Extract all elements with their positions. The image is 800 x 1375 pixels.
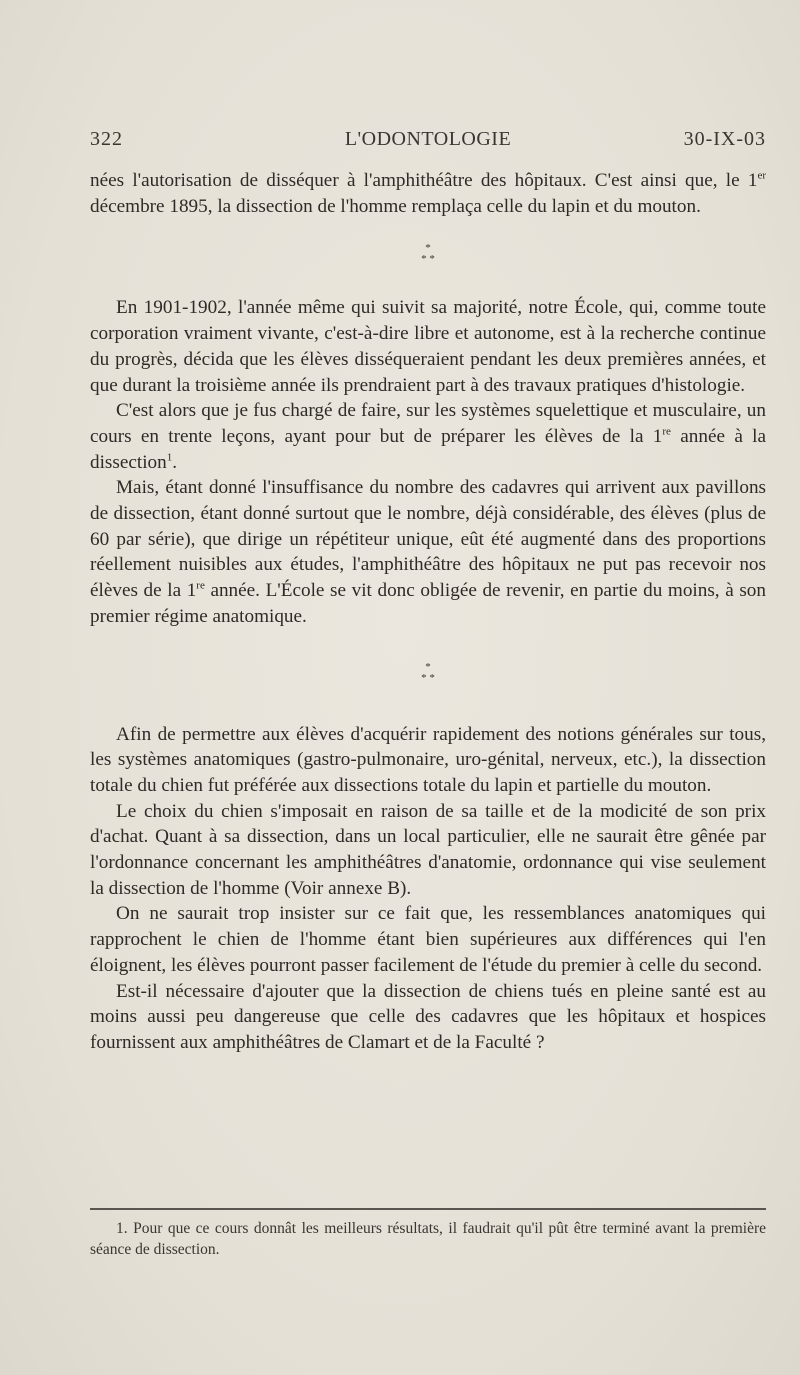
body-text <box>90 168 766 1056</box>
paragraph-1: nées l'autorisation de disséquer à l'amphithéâtre des hôpitaux. C'est ainsi que, le 1er décembre 1895, la dissection de l'homme remplaça celle du lapin et du mouton. <box>90 169 766 217</box>
running-header <box>90 128 766 158</box>
asterism: * * * <box>421 242 435 266</box>
paragraph-2: En 1901-1902, l'année même qui suivit sa majorité, notre École, qui, comme toute corporation vraiment vivante, c'est-à-dire libre et autonome, est à la recherche continue du progrès, décida que les élèves disséqueraient pendant les deux premières années, et que durant la troisième année ils prendraient part à des travaux pratiques d'histologie. <box>90 297 766 396</box>
paragraph-6: Le choix du chien s'imposait en raison de sa taille et de la modicité de son prix d'achat. Quant à sa dissection, dans un local particulier, elle ne saurait être gênée par l'ordonnance concernant les amphithéâtres d'anatomie, ordonnance qui vise seulement la dissection de l'homme (Voir annexe B). <box>90 800 766 899</box>
paragraph-7: On ne saurait trop insister sur ce fait que, les ressemblances anatomiques qui rapprochent le chien de l'homme étant bien supérieures aux différences qui l'en éloignent, les élèves pourront passer facilement de l'étude du premier à celle du second. <box>90 903 766 976</box>
issue-date: 30-IX-03 <box>683 128 766 150</box>
section-separator-2 <box>90 662 766 684</box>
footnote-rule <box>90 1208 766 1210</box>
footnote-reference: 1 <box>166 451 173 464</box>
paragraph-5: Afin de permettre aux élèves d'acquérir rapidement des notions générales sur tous, les systèmes anatomiques (gastro-pulmonaire, uro-génital, nerveux, etc.), la dissection totale du chien fut préférée aux dissections totale du lapin et partielle du mouton. <box>90 723 766 796</box>
footnote <box>90 1218 766 1260</box>
journal-title: L'ODONTOLOGIE <box>344 128 512 150</box>
section-separator-1 <box>90 243 766 265</box>
footnote-text: 1. Pour que ce cours donnât les meilleurs résultats, il faudrait qu'il pût être terminé avant la première séance de dissection. <box>90 1220 766 1258</box>
paragraph-3: C'est alors que je fus chargé de faire, sur les systèmes squelettique et musculaire, un cours en trente leçons, ayant pour but de préparer les élèves de la 1re année à la dissection$^1$. <box>90 400 766 473</box>
paragraph-4: Mais, étant donné l'insuffisance du nombre des cadavres qui arrivent aux pavillons de dissection, étant donné surtout que le nombre, déjà considérable, des élèves (plus de 60 par série), que dirige un répétiteur unique, eût été augmenté dans des proportions réellement nuisibles aux études, l'amphithéâtre des hôpitaux ne put pas recevoir nos élèves de la 1re année. L'École se vit donc obligée de revenir, en partie du moins, à son premier régime anatomique. <box>90 477 766 627</box>
page-number: 322 <box>90 128 123 150</box>
paragraph-8: Est-il nécessaire d'ajouter que la dissection de chiens tués en pleine santé est au moins aussi peu dangereuse que celle des cadavres que les hôpitaux et hospices fournissent aux amphithéâtres de Clamart et de la Faculté ? <box>90 980 766 1053</box>
asterism: * * * <box>421 660 435 684</box>
